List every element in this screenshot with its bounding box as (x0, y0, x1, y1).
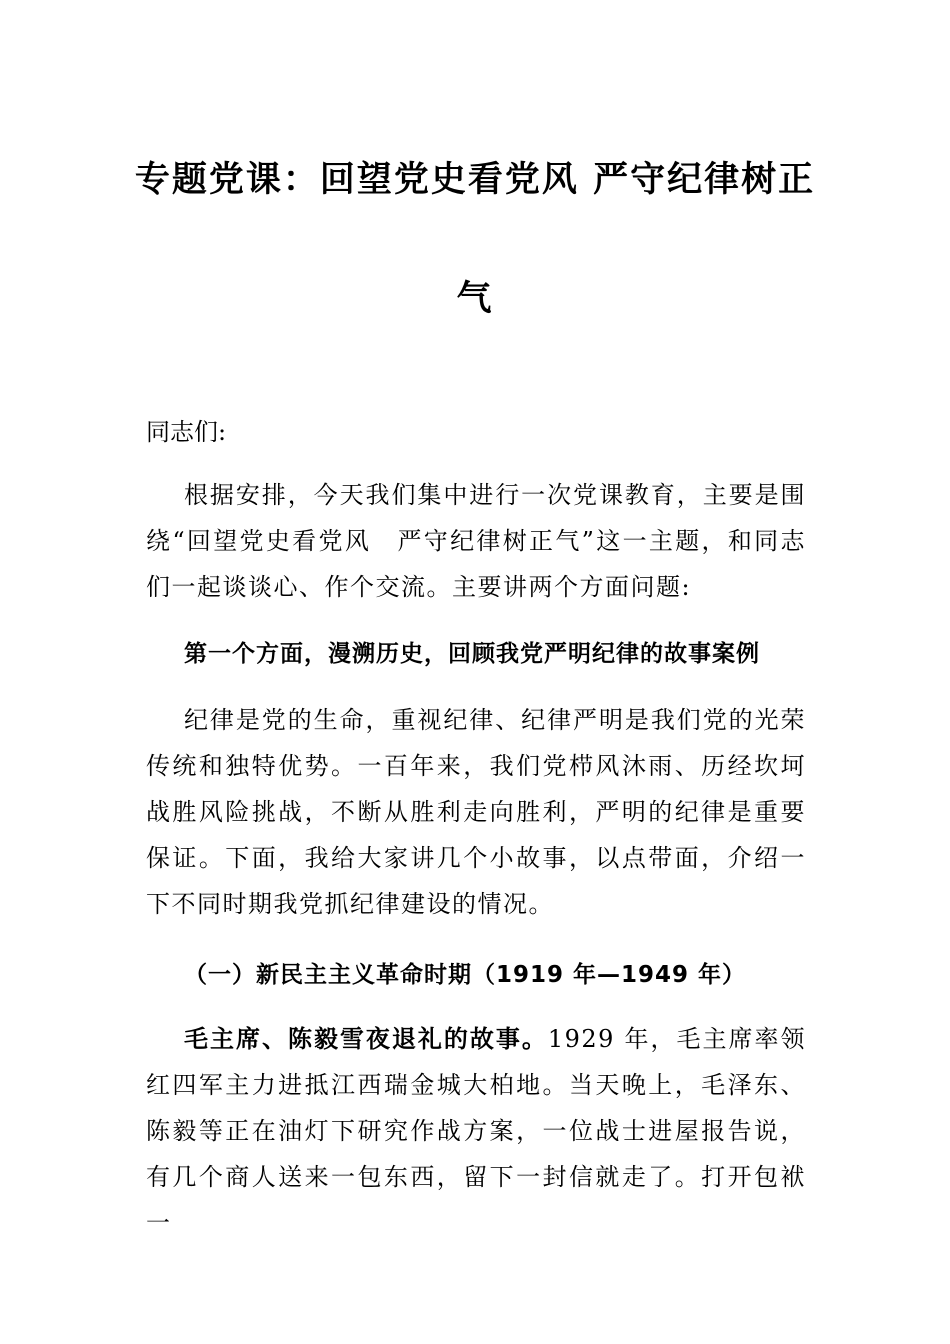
subsection-heading-1: （一）新民主主义革命时期（1919 年—1949 年） (184, 962, 747, 988)
intro-paragraph: 根据安排，今天我们集中进行一次党课教育，主要是围绕“回望党史看党风 严守纪律树正气”这一主题，和同志们一起谈谈心、作个交流。主要讲两个方面问题: (146, 481, 806, 601)
section-heading-1: 第一个方面，漫溯历史，回顾我党严明纪律的故事案例 (184, 641, 760, 667)
document-title-line-2: 气 (456, 279, 494, 319)
story-body: 1929 年，毛主席率领红四军主力进抵江西瑞金城大柏地。当天晚上，毛泽东、陈毅等正在油灯下研究作战方案，一位战士进屋报告说，有几个商人送来一包东西，留下一封信就走了。打开包袱一 (146, 1025, 806, 1237)
story-paragraph (146, 1016, 806, 1246)
document-title-line-1: 专题党课：回望党史看党风 严守纪律树正 (134, 160, 816, 200)
discipline-paragraph: 纪律是党的生命，重视纪律、纪律严明是我们党的光荣传统和独特优势。一百年来，我们党栉风沐雨、历经坎坷战胜风险挑战，不断从胜利走向胜利，严明的纪律是重要保证。下面，我给大家讲几个小故事，以点带面，介绍一下不同时期我党抓纪律建设的情况。 (146, 706, 806, 918)
story-lead: 毛主席、陈毅雪夜退礼的故事。 (184, 1025, 548, 1053)
salutation: 同志们: (146, 418, 227, 446)
